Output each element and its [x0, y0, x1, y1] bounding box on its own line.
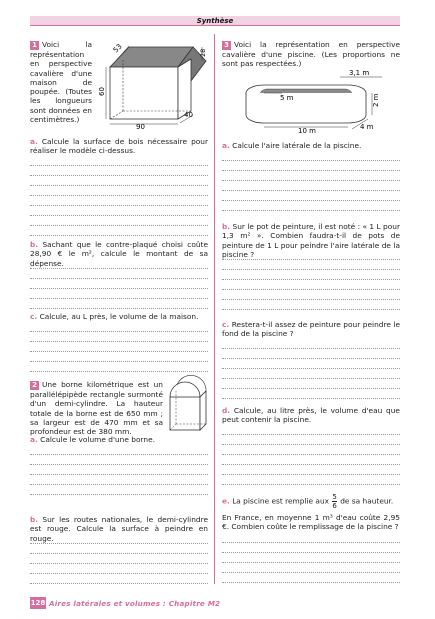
ex1-qa-text: Calcule la surface de bois nécessaire pour réaliser le modèle ci-dessus.	[30, 137, 208, 156]
ex3-qe-text2: En France, en moyenne 1 m³ d'eau coûte 2,95 €. Combien coûte le remplissage de la piscine ?	[222, 513, 400, 532]
ex1-qb-answer-lines[interactable]	[30, 260, 208, 310]
dim-2-label: 2 m	[372, 93, 380, 107]
ex3-qd-letter: d.	[222, 406, 231, 415]
ex3-qe-fraction	[332, 493, 336, 510]
ex3-qe-text-before: La piscine est remplie aux	[232, 496, 330, 506]
ex2-qa-text: Calcule le volume d'une borne.	[40, 435, 155, 444]
ex2-intro	[30, 380, 163, 436]
page-number: 128	[30, 599, 46, 607]
dim-53-label: 53	[111, 42, 124, 55]
ex3-qc-letter: c.	[222, 320, 230, 329]
ex1-question-c	[30, 312, 208, 321]
section-header	[30, 16, 400, 26]
ex3-qc-answer-lines[interactable]	[222, 340, 400, 400]
ex3-qa-text: Calcule l'aire latérale de la piscine.	[232, 141, 362, 150]
dim-90-label: 90	[136, 123, 145, 129]
dim-10-label: 10 m	[298, 127, 316, 133]
ex2-qb-letter: b.	[30, 515, 39, 524]
ex3-intro-text: Voici la représentation en perspective cavalière d'une piscine. (Les proportions ne sont pas respectées.)	[222, 40, 400, 69]
doll-house-figure	[98, 39, 210, 129]
ex2-qb-answer-lines[interactable]	[30, 535, 208, 585]
ex1-qb-text: Sachant que le contre-plaqué choisi coûte 28,90 € le m², calcule le montant de sa dépense.	[30, 240, 208, 268]
ex3-qb-answer-lines[interactable]	[222, 251, 400, 311]
ex3-question-a	[222, 141, 400, 150]
ex3-qb-letter: b.	[222, 222, 231, 231]
dim-40-label: 40	[184, 111, 193, 119]
ex3-qd-answer-lines[interactable]	[222, 426, 400, 486]
milestone-figure	[167, 375, 209, 433]
ex3-qa-answer-lines[interactable]	[222, 152, 400, 212]
ex2-number: 2	[30, 381, 39, 390]
ex3-question-d	[222, 406, 400, 425]
ex3-question-e	[222, 493, 400, 532]
ex2-qa-letter: a.	[30, 435, 38, 444]
ex1-intro-text: Voici la représentation en perspective cavalière d'une maison de poupée. (Toutes les longueurs sont données en centimètres.)	[30, 40, 92, 124]
dim-28-label: 28	[199, 48, 207, 57]
ex3-qc-text: Restera-t-il assez de peinture pour peindre le fond de la piscine ?	[222, 320, 400, 339]
dim-3-1-label: 3,1 m	[349, 69, 370, 77]
dim-4-label: 4 m	[360, 123, 374, 131]
ex2-qb-text: Sur les routes nationales, le demi-cylindre est rouge. Calcule la surface à peindre en rouge.	[30, 515, 208, 543]
ex2-qa-answer-lines[interactable]	[30, 446, 208, 496]
ex3-qe-answer-lines[interactable]	[222, 534, 400, 584]
dim-5-label: 5 m	[280, 94, 294, 102]
column-divider	[214, 34, 215, 584]
ex3-qe-fraction-denominator: 6	[332, 502, 337, 510]
ex2-intro-text: Une borne kilométrique est un parallélépipède rectangle surmonté d'un demi-cylindre. La hauteur totale de la borne est de 650 mm ; sa largeur est de 470 mm et sa profondeur est de 380 mm.	[30, 380, 163, 436]
ex3-qb-text: Sur le pot de peinture, il est noté : « 1 L pour 1,3 m² ». Combien faudra-t-il de pots de peinture de 1 L pour peindre l'aire latérale de la piscine ?	[222, 222, 400, 259]
footer-chapter-title: Aires latérales et volumes : Chapitre M2	[49, 599, 221, 608]
ex1-qc-answer-lines[interactable]	[30, 323, 208, 373]
ex1-qc-letter: c.	[30, 312, 38, 321]
ex1-number: 1	[30, 41, 39, 50]
ex1-qa-answer-lines[interactable]	[30, 157, 208, 237]
ex2-question-a	[30, 435, 208, 444]
ex1-qa-letter: a.	[30, 137, 38, 146]
ex1-intro	[30, 40, 92, 124]
ex3-number: 3	[222, 41, 231, 50]
ex3-qe-letter: e.	[222, 496, 230, 506]
dim-60-label: 60	[98, 87, 106, 96]
ex3-intro	[222, 40, 400, 69]
ex3-qe-text-after: de sa hauteur.	[340, 496, 394, 506]
ex1-qb-letter: b.	[30, 240, 39, 249]
ex3-qe-fraction-numerator: 5	[332, 493, 337, 501]
pool-figure	[236, 67, 400, 133]
section-title: Synthèse	[196, 17, 234, 25]
ex3-qd-text: Calcule, au litre près, le volume d'eau que peut contenir la piscine.	[222, 406, 400, 425]
ex3-qa-letter: a.	[222, 141, 230, 150]
ex3-question-c	[222, 320, 400, 339]
ex1-question-a	[30, 137, 208, 156]
ex1-qc-text: Calcule, au L près, le volume de la maison.	[39, 312, 199, 321]
